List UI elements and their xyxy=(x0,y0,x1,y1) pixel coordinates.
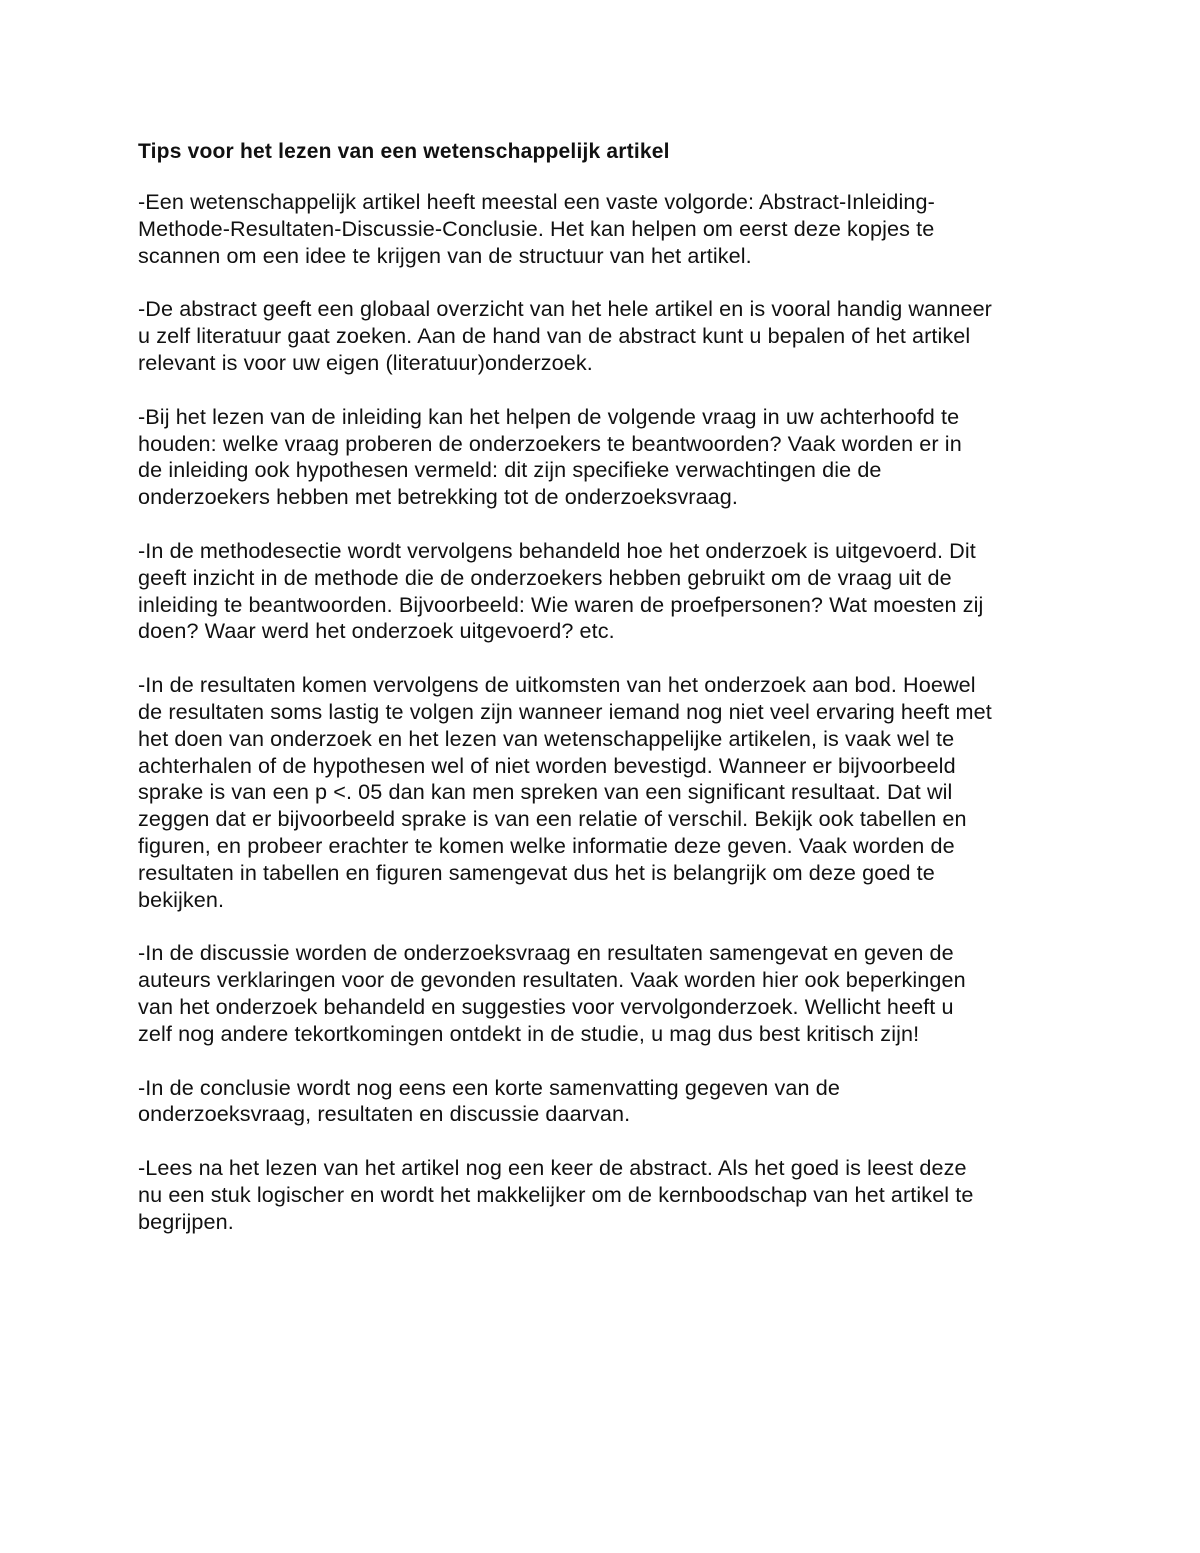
document-content xyxy=(138,138,1073,1263)
text-line: inleiding te beantwoorden. Bijvoorbeeld: Wie waren de proefpersonen? Wat moesten zij xyxy=(138,591,984,617)
text-line: u zelf literatuur gaat zoeken. Aan de hand van de abstract kunt u bepalen of het artikel xyxy=(138,323,971,349)
text-line: figuren, en probeer erachter te komen welke informatie deze geven. Vaak worden de xyxy=(138,832,955,858)
paragraph-reread-abstract xyxy=(138,1155,1073,1235)
paragraph-method xyxy=(138,538,1073,645)
text-line: -Bij het lezen van de inleiding kan het helpen de volgende vraag in uw achterhoofd te xyxy=(138,403,960,429)
text-line: houden: welke vraag proberen de onderzoekers te beantwoorden? Vaak worden er in xyxy=(138,430,962,456)
text-line: -Lees na het lezen van het artikel nog een keer de abstract. Als het goed is leest deze xyxy=(138,1155,967,1181)
text-line: onderzoeksvraag, resultaten en discussie daarvan. xyxy=(138,1101,631,1127)
text-line: bekijken. xyxy=(138,886,225,912)
text-line: achterhalen of de hypothesen wel of niet worden bevestigd. Wanneer er bijvoorbeeld xyxy=(138,752,956,778)
paragraph-introduction xyxy=(138,404,1073,511)
text-line: de inleiding ook hypothesen vermeld: dit zijn specifieke verwachtingen die de xyxy=(138,457,882,483)
text-line: scannen om een idee te krijgen van de structuur van het artikel. xyxy=(138,242,752,268)
text-line: Methode-Resultaten-Discussie-Conclusie. Het kan helpen om eerst deze kopjes te xyxy=(138,215,935,241)
text-line: resultaten in tabellen en figuren samengevat dus het is belangrijk om deze goed te xyxy=(138,859,935,885)
text-line: geeft inzicht in de methode die de onderzoekers hebben gebruikt om de vraag uit de xyxy=(138,564,952,590)
text-line: -In de methodesectie wordt vervolgens behandeld hoe het onderzoek is uitgevoerd. Dit xyxy=(138,537,976,563)
paragraph-results xyxy=(138,672,1073,913)
paragraph-structure xyxy=(138,189,1073,269)
text-line: -In de conclusie wordt nog eens een korte samenvatting gegeven van de xyxy=(138,1074,840,1100)
paragraph-conclusion xyxy=(138,1075,1073,1129)
document-title: Tips voor het lezen van een wetenschappelijk artikel xyxy=(138,140,670,163)
text-line: -In de resultaten komen vervolgens de uitkomsten van het onderzoek aan bod. Hoewel xyxy=(138,672,976,698)
text-line: auteurs verklaringen voor de gevonden resultaten. Vaak worden hier ook beperkingen xyxy=(138,967,966,993)
paragraph-abstract xyxy=(138,296,1073,376)
text-line: -De abstract geeft een globaal overzicht van het hele artikel en is vooral handig wanneer xyxy=(138,296,992,322)
paragraph-discussion xyxy=(138,940,1073,1047)
text-line: van het onderzoek behandeld en suggesties voor vervolgonderzoek. Wellicht heeft u xyxy=(138,993,954,1019)
text-line: het doen van onderzoek en het lezen van wetenschappelijke artikelen, is vaak wel te xyxy=(138,725,955,751)
text-line: -Een wetenschappelijk artikel heeft meestal een vaste volgorde: Abstract-Inleiding- xyxy=(138,189,935,214)
text-line: -In de discussie worden de onderzoeksvraag en resultaten samengevat en geven de xyxy=(138,940,954,966)
text-line: relevant is voor uw eigen (literatuur)onderzoek. xyxy=(138,349,593,375)
text-line: begrijpen. xyxy=(138,1208,234,1234)
text-line: zeggen dat er bijvoorbeeld sprake is van een relatie of verschil. Bekijk ook tabellen en xyxy=(138,806,967,832)
text-line: onderzoekers hebben met betrekking tot de onderzoeksvraag. xyxy=(138,484,738,510)
text-line: doen? Waar werd het onderzoek uitgevoerd? etc. xyxy=(138,618,615,644)
text-line: de resultaten soms lastig te volgen zijn wanneer iemand nog niet veel ervaring heeft met xyxy=(138,698,992,724)
text-line: nu een stuk logischer en wordt het makkelijker om de kernboodschap van het artikel te xyxy=(138,1181,974,1207)
text-line: sprake is van een p <. 05 dan kan men spreken van een significant resultaat. Dat wil xyxy=(138,779,953,805)
text-line: zelf nog andere tekortkomingen ontdekt in de studie, u mag dus best kritisch zijn! xyxy=(138,1020,920,1046)
